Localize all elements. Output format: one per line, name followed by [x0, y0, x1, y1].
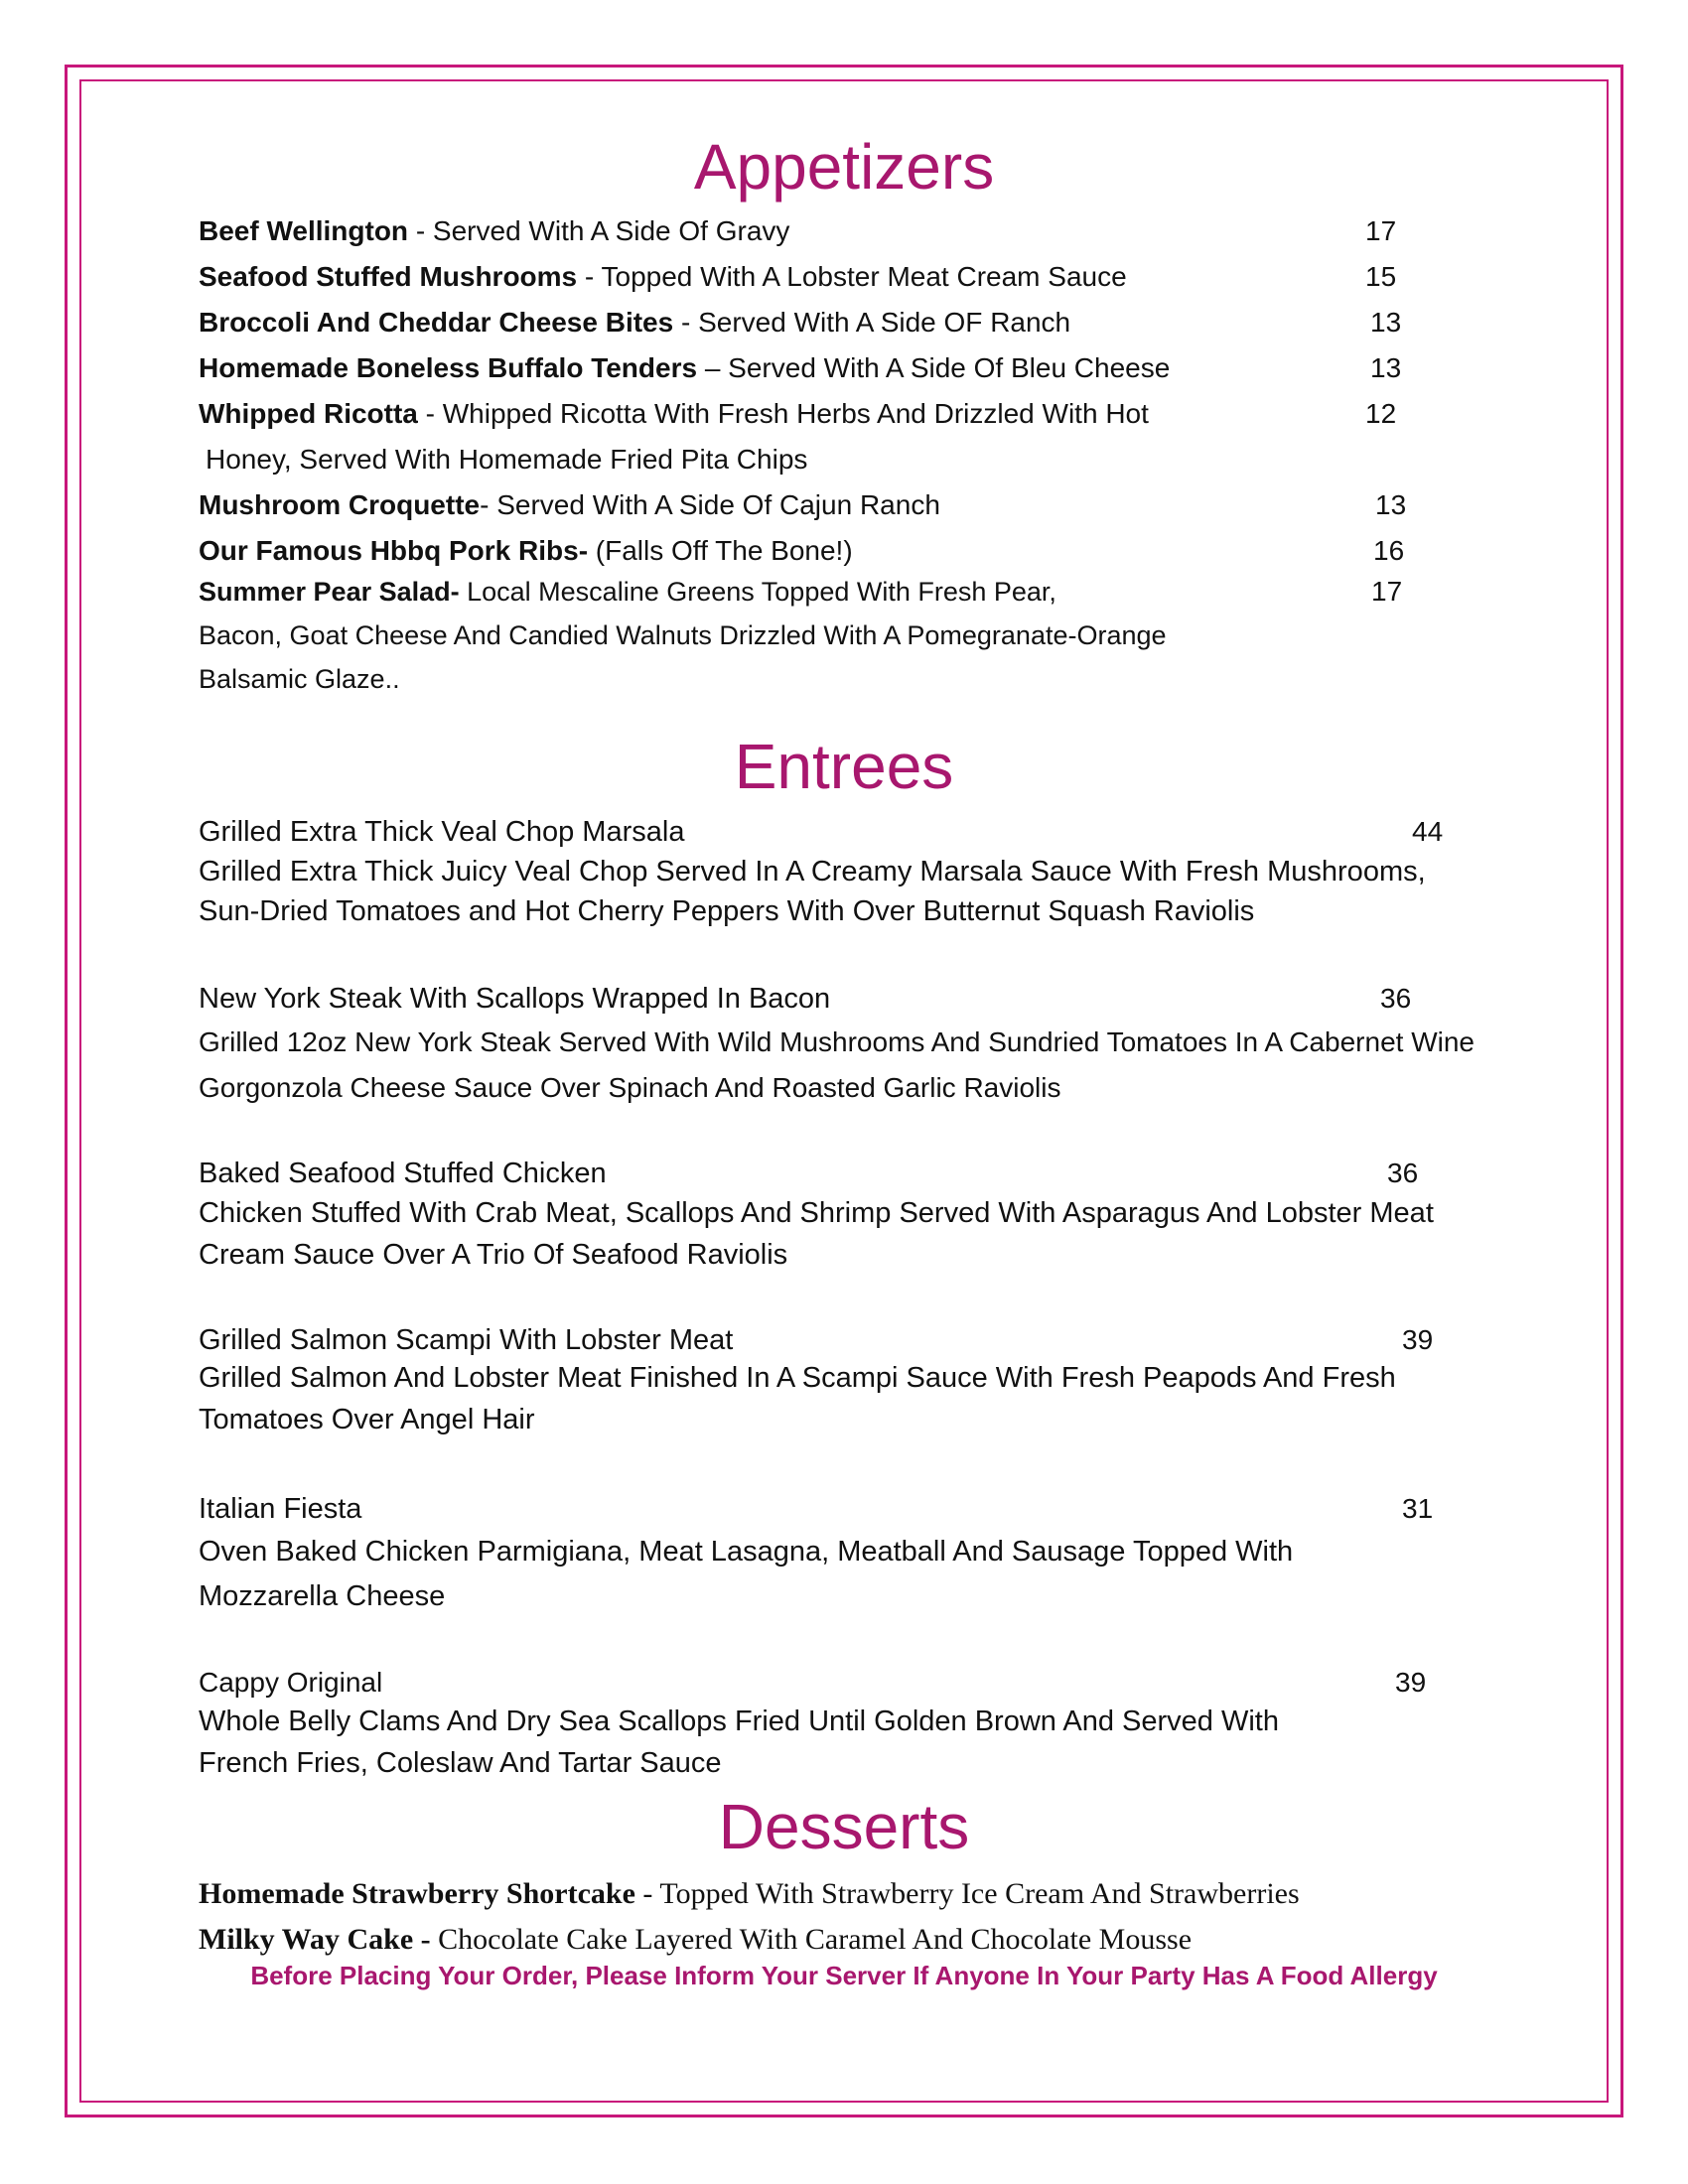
appetizer-item	[199, 533, 853, 569]
appetizer-desc: - Served With A Side Of Cajun Ranch	[480, 489, 940, 520]
appetizer-item	[199, 350, 1170, 386]
entree-desc: Whole Belly Clams And Dry Sea Scallops Fried Until Golden Brown And Served With	[199, 1706, 1279, 1737]
entree-name: New York Steak With Scallops Wrapped In Bacon	[199, 983, 831, 1015]
appetizer-name: Whipped Ricotta	[199, 398, 418, 429]
entree-price: 31	[1402, 1493, 1434, 1524]
dessert-item	[199, 1920, 1192, 1960]
entree-name: Italian Fiesta	[199, 1493, 362, 1525]
dessert-item	[199, 1874, 1300, 1914]
dessert-name: Milky Way Cake -	[199, 1923, 431, 1956]
appetizer-item	[199, 213, 789, 249]
entree-desc: Sun-Dried Tomatoes and Hot Cherry Peppers With Over Butternut Squash Raviolis	[199, 895, 1255, 927]
appetizer-name: Beef Wellington	[199, 215, 409, 246]
entree-desc: Grilled 12oz New York Steak Served With Wild Mushrooms And Sundried Tomatoes In A Cabernet Wine	[199, 1026, 1476, 1057]
appetizer-desc: - Served With A Side Of Gravy	[408, 215, 790, 246]
appetizer-name: Mushroom Croquette	[199, 489, 481, 520]
appetizer-item	[199, 396, 1149, 432]
entree-desc: Chicken Stuffed With Crab Meat, Scallops And Shrimp Served With Asparagus And Lobster Meat	[199, 1197, 1434, 1229]
appetizer-desc: (Falls Off The Bone!)	[588, 535, 853, 566]
dessert-desc: - Topped With Strawberry Ice Cream And Strawberries	[634, 1877, 1300, 1910]
appetizer-desc: - Served With A Side OF Ranch	[673, 307, 1071, 338]
desserts-heading: Desserts	[718, 1791, 970, 1862]
entree-name: Grilled Salmon Scampi With Lobster Meat	[199, 1324, 734, 1356]
appetizer-item	[199, 305, 1070, 341]
entree-price: 39	[1402, 1324, 1434, 1355]
appetizer-price: 17	[1371, 576, 1403, 607]
dessert-name: Homemade Strawberry Shortcake	[199, 1877, 635, 1910]
appetizer-desc: - Topped With A Lobster Meat Cream Sauce	[577, 261, 1127, 292]
appetizer-price: 17	[1365, 215, 1397, 246]
entree-desc: Tomatoes Over Angel Hair	[199, 1404, 535, 1435]
entree-desc: Grilled Extra Thick Juicy Veal Chop Served In A Creamy Marsala Sauce With Fresh Mushrooms,	[199, 856, 1426, 887]
appetizer-price: 12	[1365, 398, 1397, 429]
appetizer-price: 13	[1370, 352, 1402, 383]
appetizer-name: Summer Pear Salad-	[199, 577, 460, 607]
appetizer-name: Seafood Stuffed Mushrooms	[199, 261, 578, 292]
entree-name: Grilled Extra Thick Veal Chop Marsala	[199, 816, 685, 848]
appetizer-name: Homemade Boneless Buffalo Tenders	[199, 352, 698, 383]
appetizer-price: 13	[1375, 489, 1407, 520]
appetizer-desc: – Served With A Side Of Bleu Cheese	[697, 352, 1171, 383]
appetizer-desc-continued: Balsamic Glaze..	[199, 664, 400, 694]
entree-price: 36	[1380, 983, 1412, 1014]
entree-name: Cappy Original	[199, 1667, 383, 1698]
appetizers-heading: Appetizers	[693, 131, 995, 203]
appetizer-item	[199, 487, 940, 523]
entree-desc: Oven Baked Chicken Parmigiana, Meat Lasagna, Meatball And Sausage Topped With	[199, 1536, 1294, 1568]
appetizer-desc: - Whipped Ricotta With Fresh Herbs And Drizzled With Hot	[417, 398, 1149, 429]
appetizer-name: Our Famous Hbbq Pork Ribs-	[199, 535, 589, 566]
appetizer-price: 13	[1370, 307, 1402, 338]
appetizer-price: 16	[1373, 535, 1405, 566]
appetizer-desc-continued: Bacon, Goat Cheese And Candied Walnuts Drizzled With A Pomegranate-Orange	[199, 620, 1167, 650]
appetizer-desc-continued: Honey, Served With Homemade Fried Pita Chips	[206, 444, 808, 475]
appetizer-item	[199, 574, 1056, 610]
entree-price: 44	[1412, 816, 1444, 847]
allergy-notice: Before Placing Your Order, Please Inform Your Server If Anyone In Your Party Has A Food Allergy	[250, 1961, 1438, 1990]
appetizer-name: Broccoli And Cheddar Cheese Bites	[199, 307, 674, 338]
appetizer-desc: Local Mescaline Greens Topped With Fresh Pear,	[459, 577, 1056, 607]
dessert-desc: Chocolate Cake Layered With Caramel And Chocolate Mousse	[430, 1923, 1193, 1956]
entree-name: Baked Seafood Stuffed Chicken	[199, 1158, 607, 1189]
entrees-heading: Entrees	[734, 731, 954, 802]
appetizer-item	[199, 259, 1127, 295]
appetizer-price: 15	[1365, 261, 1397, 292]
entree-desc: Cream Sauce Over A Trio Of Seafood Raviolis	[199, 1239, 788, 1271]
entree-desc: Grilled Salmon And Lobster Meat Finished In A Scampi Sauce With Fresh Peapods And Fresh	[199, 1362, 1396, 1394]
entree-price: 39	[1395, 1667, 1427, 1698]
entree-desc: Mozzarella Cheese	[199, 1580, 446, 1612]
entree-desc: French Fries, Coleslaw And Tartar Sauce	[199, 1747, 722, 1779]
entree-price: 36	[1387, 1158, 1419, 1188]
entree-desc: Gorgonzola Cheese Sauce Over Spinach And Roasted Garlic Raviolis	[199, 1072, 1061, 1103]
